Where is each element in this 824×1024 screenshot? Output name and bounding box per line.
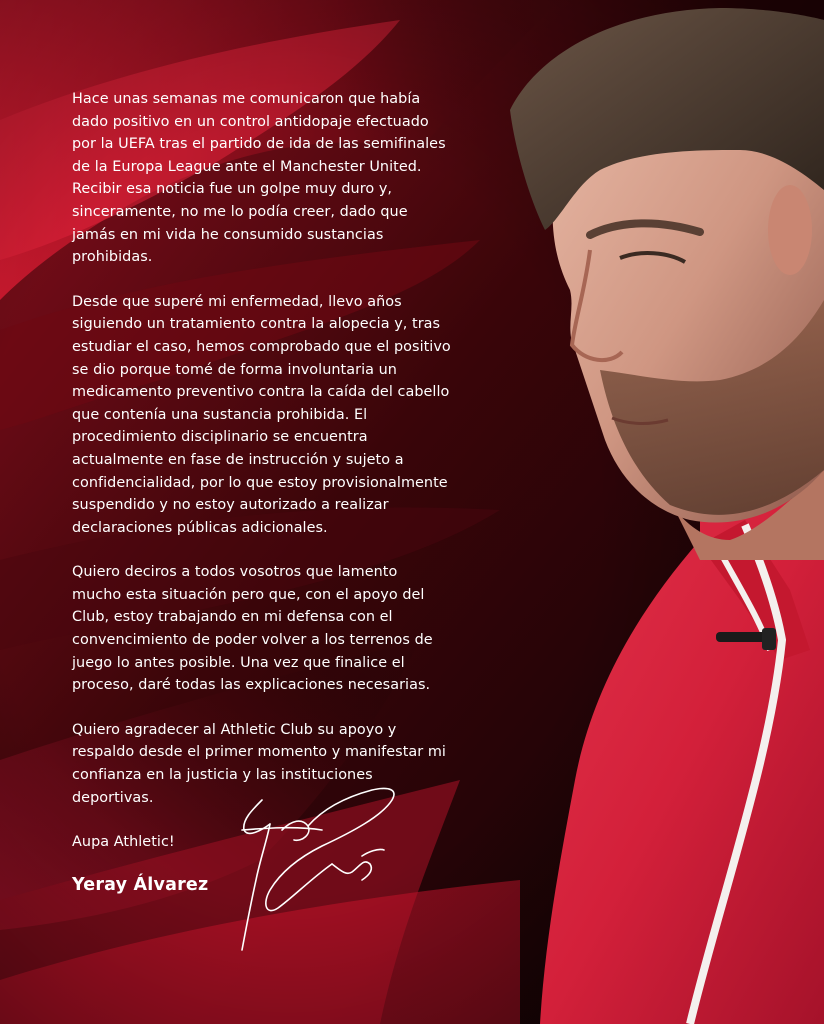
- text-line: jamás en mi vida he consumido sustancias: [72, 226, 384, 243]
- text-line: Recibir esa noticia fue un golpe muy duro y,: [72, 181, 393, 198]
- text-line: confianza en la justicia y las instituciones: [72, 767, 373, 784]
- text-line: de la Europa League ante el Manchester United.: [72, 158, 422, 175]
- text-line: por la UEFA tras el partido de ida de las semifinales: [72, 136, 446, 153]
- text-line: prohibidas.: [72, 249, 153, 266]
- text-line: deportivas.: [72, 789, 154, 806]
- text-line: medicamento preventivo contra la caída del cabello: [72, 384, 450, 401]
- signer-name: Yeray Álvarez: [72, 874, 209, 895]
- text-line: juego lo antes posible. Una vez que finalice el: [72, 654, 405, 671]
- text-line: suspendido y no estoy autorizado a realizar: [72, 497, 389, 514]
- text-line: proceso, daré todas las explicaciones necesarias.: [72, 677, 431, 694]
- handwritten-signature: [222, 780, 422, 960]
- text-line: Quiero agradecer al Athletic Club su apoyo y: [72, 721, 397, 738]
- closing-line: Aupa Athletic!: [72, 834, 175, 851]
- text-line: siguiendo un tratamiento contra la alopecia y, tras: [72, 316, 441, 333]
- paragraph-3: [72, 561, 512, 697]
- text-line: Quiero deciros a todos vosotros que lamento: [72, 564, 398, 581]
- text-line: se dio porque tomé de forma involuntaria un: [72, 361, 397, 378]
- text-line: respaldo desde el primer momento y manifestar mi: [72, 744, 446, 761]
- text-line: declaraciones públicas adicionales.: [72, 519, 328, 536]
- text-line: Club, estoy trabajando en mi defensa con el: [72, 609, 393, 626]
- text-line: dado positivo en un control antidopaje efectuado: [72, 113, 429, 130]
- paragraph-1: [72, 88, 512, 269]
- text-line: procedimiento disciplinario se encuentra: [72, 429, 368, 446]
- text-line: confidencialidad, por lo que estoy provisionalmente: [72, 474, 448, 491]
- text-line: que contenía una sustancia prohibida. El: [72, 406, 368, 423]
- text-line: sinceramente, no me lo podía creer, dado que: [72, 203, 408, 220]
- text-line: actualmente en fase de instrucción y sujeto a: [72, 451, 404, 468]
- text-line: mucho esta situación pero que, con el apoyo del: [72, 586, 425, 603]
- text-line: estudiar el caso, hemos comprobado que el positivo: [72, 338, 451, 355]
- text-line: Desde que superé mi enfermedad, llevo años: [72, 293, 402, 310]
- text-line: convencimiento de poder volver a los terrenos de: [72, 632, 433, 649]
- text-line: Hace unas semanas me comunicaron que había: [72, 91, 421, 107]
- paragraph-2: [72, 291, 512, 540]
- statement-letter: [72, 88, 512, 896]
